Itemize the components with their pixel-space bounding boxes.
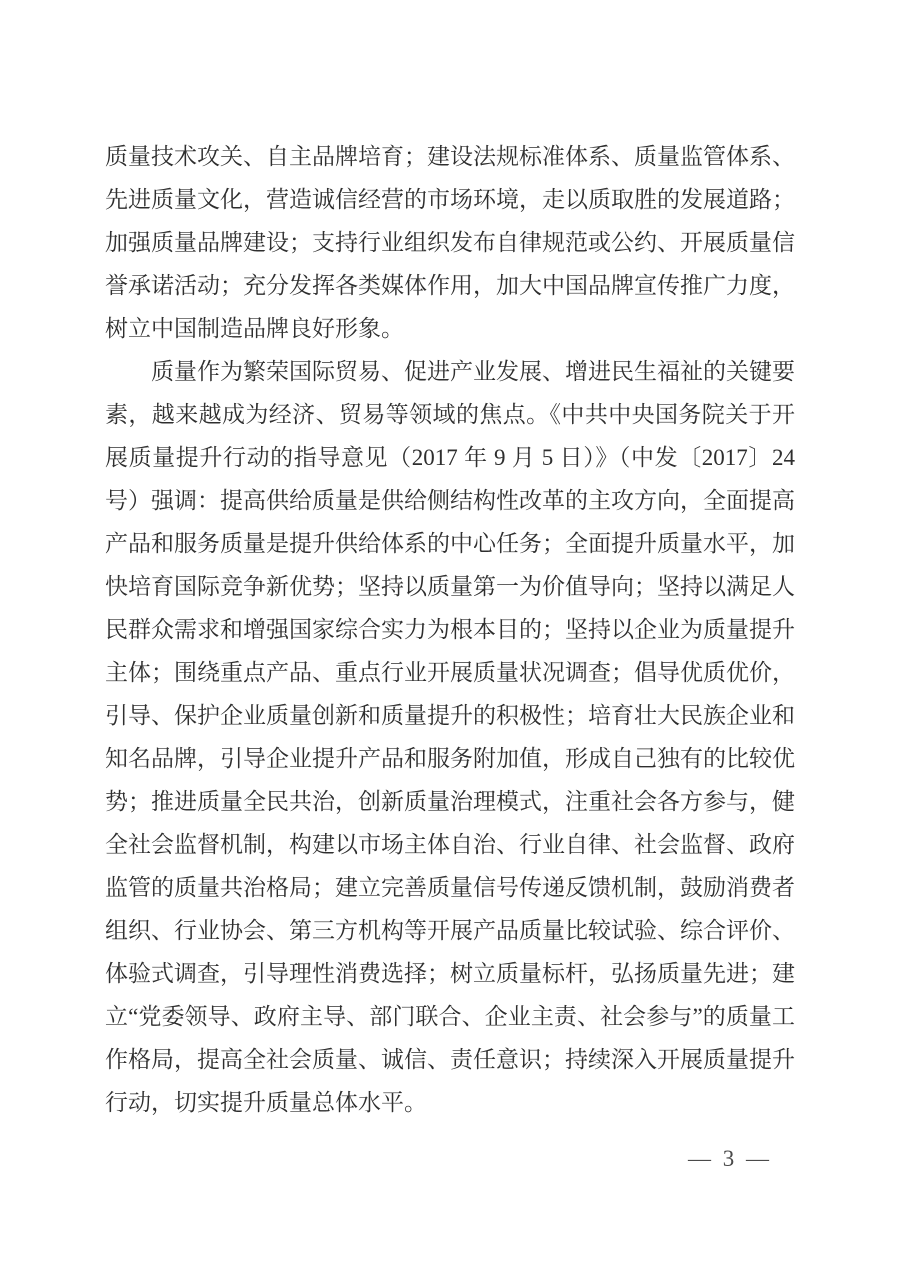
paragraph-quality-brand: 质量技术攻关、自主品牌培育；建设法规标准体系、质量监管体系、先进质量文化，营造诚信经营的市场环境，走以质取胜的发展道路；加强质量品牌建设；支持行业组织发布自律规范或公约、开展质量信誉承诺活动；充分发挥各类媒体作用，加大中国品牌宣传推广力度，树立中国制造品牌良好形象。 xyxy=(105,144,795,341)
paragraph-quality-improvement-guidance: 质量作为繁荣国际贸易、促进产业发展、增进民生福祉的关键要素，越来越成为经济、贸易等领域的焦点。《中共中央国务院关于开展质量提升行动的指导意见（2017 年 9 月 5 日）》（中发〔2017〕24 号）强调：提高供给质量是供给侧结构性改革的主攻方向，全面提高产品和服务质量是提升供给体系的中心任务；全面提升质量水平，加快培育国际竞争新优势；坚持以质量第一为价值导向；坚持以满足人民群众需求和增强国家综合实力为根本目的；坚持以企业为质量提升主体；围绕重点产品、重点行业开展质量状况调查；倡导优质优价，引导、保护企业质量创新和质量提升的积极性；培育壮大民族企业和知名品牌，引导企业提升产品和服务附加值，形成自己独有的比较优势；推进质量全民共治，创新质量治理模式，注重社会各方参与，健全社会监督机制，构建以市场主体自治、行业自律、社会监督、政府监管的质量共治格局；建立完善质量信号传递反馈机制，鼓励消费者组织、行业协会、第三方机构等开展产品质量比较试验、综合评价、体验式调查，引导理性消费选择；树立质量标杆，弘扬质量先进；建立“党委领导、政府主导、部门联合、企业主责、社会参与”的质量工作格局，提高全社会质量、诚信、责任意识；持续深入开展质量提升行动，切实提升质量总体水平。 xyxy=(105,359,795,1115)
document-body xyxy=(105,135,795,1124)
page-number: — 3 — xyxy=(688,1146,772,1171)
